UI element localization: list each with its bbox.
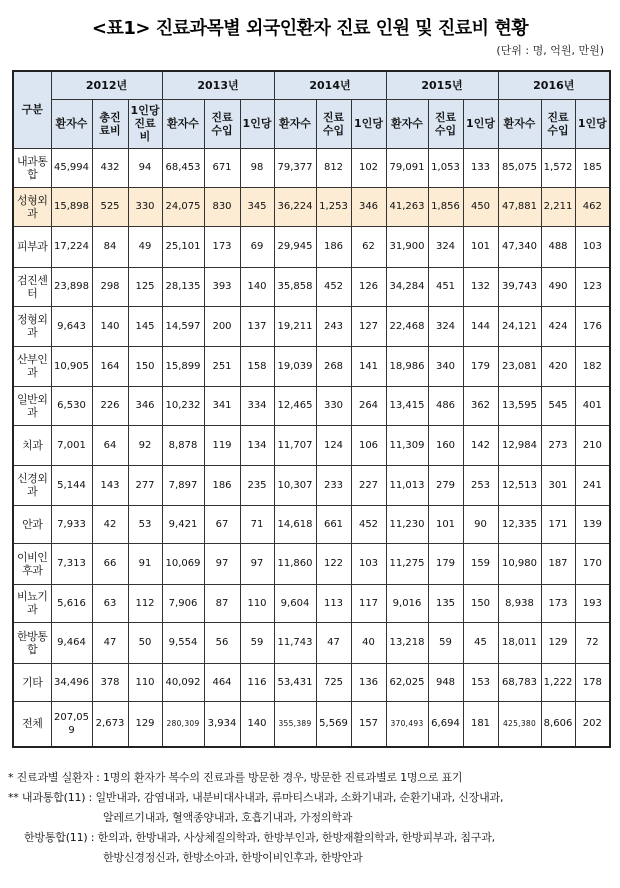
value-cell: 452	[316, 267, 351, 306]
column-header: 환자수	[51, 99, 92, 148]
value-cell: 10,069	[162, 543, 204, 584]
value-cell: 11,860	[274, 543, 316, 584]
value-cell: 28,135	[162, 267, 204, 306]
value-cell: 11,743	[274, 622, 316, 663]
category-cell: 기타	[13, 663, 51, 701]
value-cell: 10,905	[51, 346, 92, 386]
value-cell: 948	[428, 663, 463, 701]
value-cell: 40,092	[162, 663, 204, 701]
column-header: 1인당	[463, 99, 498, 148]
year-header: 2015년	[386, 71, 498, 99]
value-cell: 812	[316, 148, 351, 187]
value-cell: 401	[575, 386, 610, 425]
value-cell: 273	[541, 425, 575, 465]
column-header: 총진 료비	[92, 99, 128, 148]
column-header: 진료 수입	[316, 99, 351, 148]
column-header: 환자수	[162, 99, 204, 148]
value-cell: 47	[316, 622, 351, 663]
category-cell: 성형외 과	[13, 187, 51, 226]
unit-label: (단위 : 명, 억원, 만원)	[496, 44, 604, 57]
value-cell: 393	[204, 267, 240, 306]
value-cell: 158	[240, 346, 274, 386]
value-cell: 59	[428, 622, 463, 663]
value-cell: 200	[204, 306, 240, 346]
table-row	[13, 306, 610, 346]
value-cell: 150	[128, 346, 162, 386]
value-cell: 106	[351, 425, 386, 465]
value-cell: 8,606	[541, 701, 575, 747]
value-cell: 47,881	[498, 187, 541, 226]
value-cell: 9,604	[274, 584, 316, 622]
column-header: 환자수	[386, 99, 428, 148]
value-cell: 137	[240, 306, 274, 346]
value-cell: 15,899	[162, 346, 204, 386]
column-header: 환자수	[274, 99, 316, 148]
value-cell: 164	[92, 346, 128, 386]
value-cell: 31,900	[386, 226, 428, 267]
value-cell: 346	[128, 386, 162, 425]
value-cell: 1,253	[316, 187, 351, 226]
category-cell: 내과통 합	[13, 148, 51, 187]
value-cell: 6,530	[51, 386, 92, 425]
value-cell: 179	[463, 346, 498, 386]
value-cell: 10,980	[498, 543, 541, 584]
value-cell: 103	[351, 543, 386, 584]
value-cell: 525	[92, 187, 128, 226]
value-cell: 13,595	[498, 386, 541, 425]
value-cell: 59	[240, 622, 274, 663]
value-cell: 179	[428, 543, 463, 584]
footnotes	[8, 768, 618, 868]
value-cell: 171	[541, 505, 575, 543]
value-cell: 7,933	[51, 505, 92, 543]
value-cell: 277	[128, 465, 162, 505]
value-cell: 110	[128, 663, 162, 701]
table-row	[13, 425, 610, 465]
value-cell: 3,934	[204, 701, 240, 747]
value-cell: 324	[428, 306, 463, 346]
value-cell: 23,898	[51, 267, 92, 306]
value-cell: 202	[575, 701, 610, 747]
value-cell: 49	[128, 226, 162, 267]
value-cell: 53	[128, 505, 162, 543]
value-cell: 301	[541, 465, 575, 505]
value-cell: 545	[541, 386, 575, 425]
value-cell: 41,263	[386, 187, 428, 226]
value-cell: 1,572	[541, 148, 575, 187]
value-cell: 11,230	[386, 505, 428, 543]
value-cell: 2,211	[541, 187, 575, 226]
value-cell: 671	[204, 148, 240, 187]
value-cell: 29,945	[274, 226, 316, 267]
value-cell: 298	[92, 267, 128, 306]
value-cell: 141	[351, 346, 386, 386]
value-cell: 330	[316, 386, 351, 425]
value-cell: 144	[463, 306, 498, 346]
value-cell: 92	[128, 425, 162, 465]
value-cell: 210	[575, 425, 610, 465]
value-cell: 207,05 9	[51, 701, 92, 747]
value-cell: 22,468	[386, 306, 428, 346]
column-header: 1인당	[240, 99, 274, 148]
value-cell: 186	[316, 226, 351, 267]
value-cell: 11,309	[386, 425, 428, 465]
value-cell: 123	[575, 267, 610, 306]
table-row	[13, 148, 610, 187]
value-cell: 87	[204, 584, 240, 622]
value-cell: 7,313	[51, 543, 92, 584]
value-cell: 12,465	[274, 386, 316, 425]
value-cell: 50	[128, 622, 162, 663]
footnote-patients: * 진료과별 실환자 : 1명의 환자가 복수의 진료과를 방문한 경우, 방문한 진료과별로 1명으로 표기	[8, 771, 463, 784]
value-cell: 19,211	[274, 306, 316, 346]
table-title: <표1> 진료과목별 외국인환자 진료 인원 및 진료비 현황	[91, 18, 529, 39]
value-cell: 488	[541, 226, 575, 267]
value-cell: 24,121	[498, 306, 541, 346]
value-cell: 157	[351, 701, 386, 747]
value-cell: 452	[351, 505, 386, 543]
value-cell: 7,897	[162, 465, 204, 505]
value-cell: 66	[92, 543, 128, 584]
value-cell: 143	[92, 465, 128, 505]
column-header: 1인당 진료 비	[128, 99, 162, 148]
value-cell: 9,464	[51, 622, 92, 663]
value-cell: 1,222	[541, 663, 575, 701]
value-cell: 11,275	[386, 543, 428, 584]
category-cell: 피부과	[13, 226, 51, 267]
value-cell: 725	[316, 663, 351, 701]
value-cell: 36,224	[274, 187, 316, 226]
category-cell: 신경외 과	[13, 465, 51, 505]
value-cell: 370,493	[386, 701, 428, 747]
value-cell: 1,856	[428, 187, 463, 226]
value-cell: 8,878	[162, 425, 204, 465]
value-cell: 24,075	[162, 187, 204, 226]
value-cell: 124	[316, 425, 351, 465]
value-cell: 264	[351, 386, 386, 425]
value-cell: 176	[575, 306, 610, 346]
row-header: 구분	[13, 71, 51, 148]
value-cell: 345	[240, 187, 274, 226]
value-cell: 341	[204, 386, 240, 425]
value-cell: 830	[204, 187, 240, 226]
table-row	[13, 622, 610, 663]
category-cell: 산부인 과	[13, 346, 51, 386]
category-cell: 안과	[13, 505, 51, 543]
value-cell: 227	[351, 465, 386, 505]
value-cell: 241	[575, 465, 610, 505]
value-cell: 18,986	[386, 346, 428, 386]
value-cell: 11,013	[386, 465, 428, 505]
value-cell: 420	[541, 346, 575, 386]
value-cell: 129	[541, 622, 575, 663]
value-cell: 103	[575, 226, 610, 267]
value-cell: 139	[575, 505, 610, 543]
value-cell: 2,673	[92, 701, 128, 747]
year-header: 2016년	[498, 71, 610, 99]
value-cell: 490	[541, 267, 575, 306]
value-cell: 34,496	[51, 663, 92, 701]
value-cell: 251	[204, 346, 240, 386]
value-cell: 53,431	[274, 663, 316, 701]
value-cell: 7,001	[51, 425, 92, 465]
value-cell: 279	[428, 465, 463, 505]
value-cell: 134	[240, 425, 274, 465]
value-cell: 182	[575, 346, 610, 386]
value-cell: 362	[463, 386, 498, 425]
table-row	[13, 584, 610, 622]
footnote-oriental-medicine: 한방통합(11) : 한의과, 한방내과, 사상체질의학과, 한방부인과, 한방재활의학과, 한방피부과, 침구과,	[24, 831, 495, 844]
column-header: 진료 수입	[541, 99, 575, 148]
value-cell: 35,858	[274, 267, 316, 306]
value-cell: 378	[92, 663, 128, 701]
value-cell: 324	[428, 226, 463, 267]
value-cell: 45	[463, 622, 498, 663]
value-cell: 119	[204, 425, 240, 465]
value-cell: 340	[428, 346, 463, 386]
value-cell: 181	[463, 701, 498, 747]
value-cell: 178	[575, 663, 610, 701]
value-cell: 153	[463, 663, 498, 701]
table-row	[13, 505, 610, 543]
year-header: 2012년	[51, 71, 162, 99]
value-cell: 243	[316, 306, 351, 346]
value-cell: 113	[316, 584, 351, 622]
value-cell: 42	[92, 505, 128, 543]
column-header: 진료 수입	[204, 99, 240, 148]
value-cell: 90	[463, 505, 498, 543]
value-cell: 140	[92, 306, 128, 346]
category-cell: 정형외 과	[13, 306, 51, 346]
value-cell: 159	[463, 543, 498, 584]
footnote-oriental-medicine-cont: 한방신경정신과, 한방소아과, 한방이비인후과, 한방안과	[103, 851, 363, 864]
value-cell: 10,307	[274, 465, 316, 505]
value-cell: 79,377	[274, 148, 316, 187]
category-cell: 전체	[13, 701, 51, 747]
value-cell: 67	[204, 505, 240, 543]
value-cell: 233	[316, 465, 351, 505]
value-cell: 127	[351, 306, 386, 346]
value-cell: 8,938	[498, 584, 541, 622]
value-cell: 135	[428, 584, 463, 622]
value-cell: 9,421	[162, 505, 204, 543]
value-cell: 84	[92, 226, 128, 267]
year-header: 2014년	[274, 71, 386, 99]
value-cell: 462	[575, 187, 610, 226]
value-cell: 142	[463, 425, 498, 465]
table-row	[13, 346, 610, 386]
value-cell: 355,389	[274, 701, 316, 747]
value-cell: 13,218	[386, 622, 428, 663]
value-cell: 150	[463, 584, 498, 622]
value-cell: 253	[463, 465, 498, 505]
value-cell: 346	[351, 187, 386, 226]
value-cell: 71	[240, 505, 274, 543]
value-cell: 160	[428, 425, 463, 465]
category-cell: 치과	[13, 425, 51, 465]
value-cell: 101	[428, 505, 463, 543]
table-row	[13, 663, 610, 701]
category-cell: 검진센 터	[13, 267, 51, 306]
table-row	[13, 543, 610, 584]
value-cell: 145	[128, 306, 162, 346]
value-cell: 56	[204, 622, 240, 663]
value-cell: 5,616	[51, 584, 92, 622]
value-cell: 432	[92, 148, 128, 187]
value-cell: 9,643	[51, 306, 92, 346]
value-cell: 5,569	[316, 701, 351, 747]
value-cell: 193	[575, 584, 610, 622]
table-row	[13, 226, 610, 267]
category-cell: 일반외 과	[13, 386, 51, 425]
value-cell: 47,340	[498, 226, 541, 267]
value-cell: 136	[351, 663, 386, 701]
value-cell: 91	[128, 543, 162, 584]
value-cell: 486	[428, 386, 463, 425]
value-cell: 68,783	[498, 663, 541, 701]
value-cell: 12,513	[498, 465, 541, 505]
column-header: 환자수	[498, 99, 541, 148]
value-cell: 94	[128, 148, 162, 187]
value-cell: 129	[128, 701, 162, 747]
value-cell: 424	[541, 306, 575, 346]
table-row	[13, 267, 610, 306]
value-cell: 23,081	[498, 346, 541, 386]
value-cell: 97	[204, 543, 240, 584]
value-cell: 69	[240, 226, 274, 267]
value-cell: 45,994	[51, 148, 92, 187]
value-cell: 19,039	[274, 346, 316, 386]
value-cell: 79,091	[386, 148, 428, 187]
table-row	[13, 187, 610, 226]
value-cell: 98	[240, 148, 274, 187]
value-cell: 11,707	[274, 425, 316, 465]
value-cell: 450	[463, 187, 498, 226]
table-row	[13, 465, 610, 505]
value-cell: 187	[541, 543, 575, 584]
value-cell: 1,053	[428, 148, 463, 187]
value-cell: 268	[316, 346, 351, 386]
column-header: 1인당	[575, 99, 610, 148]
value-cell: 10,232	[162, 386, 204, 425]
value-cell: 68,453	[162, 148, 204, 187]
table-row	[13, 701, 610, 747]
value-cell: 170	[575, 543, 610, 584]
value-cell: 14,597	[162, 306, 204, 346]
value-cell: 110	[240, 584, 274, 622]
patient-stats-table	[12, 70, 611, 748]
value-cell: 132	[463, 267, 498, 306]
value-cell: 185	[575, 148, 610, 187]
footnote-internal-medicine: ** 내과통합(11) : 일반내과, 감염내과, 내분비대사내과, 류마티스내과, 소화기내과, 순환기내과, 신장내과,	[8, 791, 504, 804]
value-cell: 101	[463, 226, 498, 267]
column-header: 진료 수입	[428, 99, 463, 148]
value-cell: 280,309	[162, 701, 204, 747]
value-cell: 334	[240, 386, 274, 425]
category-cell: 비뇨기 과	[13, 584, 51, 622]
value-cell: 47	[92, 622, 128, 663]
value-cell: 451	[428, 267, 463, 306]
category-cell: 이비인 후과	[13, 543, 51, 584]
year-header: 2013년	[162, 71, 274, 99]
value-cell: 39,743	[498, 267, 541, 306]
footnote-internal-medicine-cont: 알레르기내과, 혈액종양내과, 호흡기내과, 가정의학과	[103, 811, 353, 824]
value-cell: 97	[240, 543, 274, 584]
value-cell: 117	[351, 584, 386, 622]
column-header: 1인당	[351, 99, 386, 148]
value-cell: 64	[92, 425, 128, 465]
value-cell: 6,694	[428, 701, 463, 747]
value-cell: 122	[316, 543, 351, 584]
value-cell: 62	[351, 226, 386, 267]
value-cell: 62,025	[386, 663, 428, 701]
value-cell: 140	[240, 267, 274, 306]
value-cell: 17,224	[51, 226, 92, 267]
value-cell: 140	[240, 701, 274, 747]
value-cell: 173	[541, 584, 575, 622]
value-cell: 464	[204, 663, 240, 701]
value-cell: 7,906	[162, 584, 204, 622]
value-cell: 14,618	[274, 505, 316, 543]
value-cell: 12,984	[498, 425, 541, 465]
value-cell: 40	[351, 622, 386, 663]
value-cell: 125	[128, 267, 162, 306]
value-cell: 85,075	[498, 148, 541, 187]
value-cell: 186	[204, 465, 240, 505]
value-cell: 18,011	[498, 622, 541, 663]
value-cell: 9,016	[386, 584, 428, 622]
table-row	[13, 386, 610, 425]
value-cell: 25,101	[162, 226, 204, 267]
value-cell: 661	[316, 505, 351, 543]
value-cell: 112	[128, 584, 162, 622]
value-cell: 116	[240, 663, 274, 701]
value-cell: 133	[463, 148, 498, 187]
value-cell: 9,554	[162, 622, 204, 663]
value-cell: 13,415	[386, 386, 428, 425]
value-cell: 102	[351, 148, 386, 187]
value-cell: 12,335	[498, 505, 541, 543]
value-cell: 330	[128, 187, 162, 226]
value-cell: 126	[351, 267, 386, 306]
value-cell: 235	[240, 465, 274, 505]
value-cell: 63	[92, 584, 128, 622]
value-cell: 226	[92, 386, 128, 425]
value-cell: 173	[204, 226, 240, 267]
value-cell: 425,380	[498, 701, 541, 747]
value-cell: 34,284	[386, 267, 428, 306]
value-cell: 72	[575, 622, 610, 663]
value-cell: 15,898	[51, 187, 92, 226]
value-cell: 5,144	[51, 465, 92, 505]
category-cell: 한방통 합	[13, 622, 51, 663]
